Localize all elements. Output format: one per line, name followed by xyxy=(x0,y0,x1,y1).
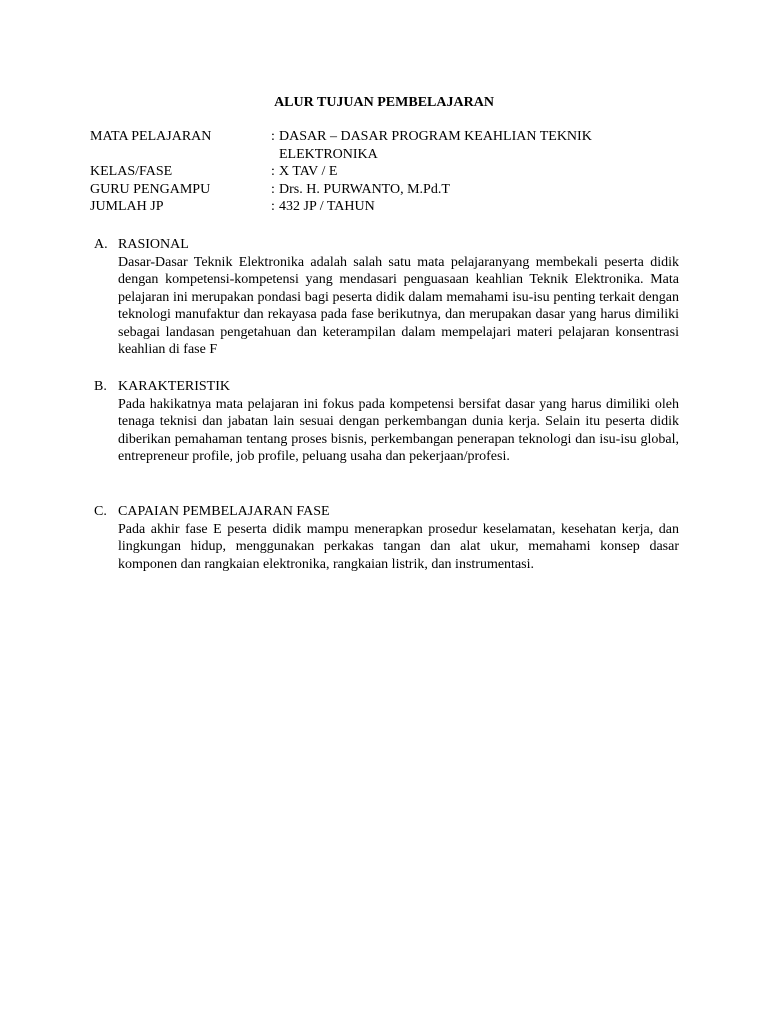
meta-label: MATA PELAJARAN xyxy=(90,129,212,144)
meta-value-wrap xyxy=(271,163,690,181)
meta-value-wrap xyxy=(271,181,690,199)
meta-value: DASAR – DASAR PROGRAM KEAHLIAN TEKNIK ELEKTRONIKA xyxy=(279,129,592,162)
section-body: Dasar-Dasar Teknik Elektronika adalah salah satu mata pelajaranyang membekali peserta didik dengan kompetensi-kompetensi yang mendasari penguasaan keahlian Teknik Elektronika. Mata pelajaran ini merupakan pondasi bagi peserta didik dalam memahami isu-isu penting terkait dengan teknologi manufaktur dan rekayasa pada fase berikutnya, dan merupakan dasar yang harus dimiliki sebagai landasan pengetahuan dan keterampilan dalam mempelajari materi pelajaran konsentrasi keahlian di fase F xyxy=(118,254,679,357)
section-letter: C. xyxy=(94,504,107,519)
section-title: KARAKTERISTIK xyxy=(118,379,230,394)
meta-value: X TAV / E xyxy=(279,164,338,179)
section-karakteristik xyxy=(94,378,679,466)
colon: : xyxy=(271,129,275,144)
meta-row-jumlah-jp xyxy=(90,198,690,216)
section-letter: A. xyxy=(94,237,108,252)
section-title: RASIONAL xyxy=(118,237,189,252)
meta-label: KELAS/FASE xyxy=(90,164,173,179)
meta-value: 432 JP / TAHUN xyxy=(279,199,375,214)
colon: : xyxy=(271,181,275,197)
meta-table xyxy=(90,128,690,216)
section-body: Pada akhir fase E peserta didik mampu menerapkan prosedur keselamatan, kesehatan kerja, dan lingkungan hidup, menggunakan perkakas tangan dan alat ukur, memahami konsep dasar komponen dan rangkaian elektronika, rangkaian listrik, dan instrumentasi. xyxy=(118,521,679,572)
meta-value: Drs. H. PURWANTO, M.Pd.T xyxy=(279,181,450,197)
section-heading xyxy=(94,236,679,254)
section-title: CAPAIAN PEMBELAJARAN FASE xyxy=(118,504,330,519)
section-heading xyxy=(94,378,679,396)
section-rasional xyxy=(94,236,679,359)
meta-row-kelas-fase xyxy=(90,163,690,181)
section-body: Pada hakikatnya mata pelajaran ini fokus pada kompetensi bersifat dasar yang harus dimiliki oleh tenaga teknisi dan jabatan lain sesuai dengan perkembangan dunia kerja. Selain itu peserta didik diberikan pemahaman tentang proses bisnis, perkembangan penerapan teknologi dan isu-isu global, entrepreneur profile, job profile, peluang usaha dan pekerjaan/profesi. xyxy=(118,396,679,464)
section-capaian xyxy=(94,503,679,573)
document-title: ALUR TUJUAN PEMBELAJARAN xyxy=(274,95,494,110)
meta-row-guru-pengampu xyxy=(90,181,690,199)
colon: : xyxy=(271,199,275,214)
meta-label: JUMLAH JP xyxy=(90,199,164,214)
section-letter: B. xyxy=(94,379,107,394)
meta-value-wrap xyxy=(271,198,690,216)
meta-label: GURU PENGAMPU xyxy=(90,181,211,197)
section-heading xyxy=(94,503,679,521)
meta-row-mata-pelajaran xyxy=(90,128,690,163)
colon: : xyxy=(271,164,275,179)
meta-value-wrap xyxy=(271,128,690,163)
